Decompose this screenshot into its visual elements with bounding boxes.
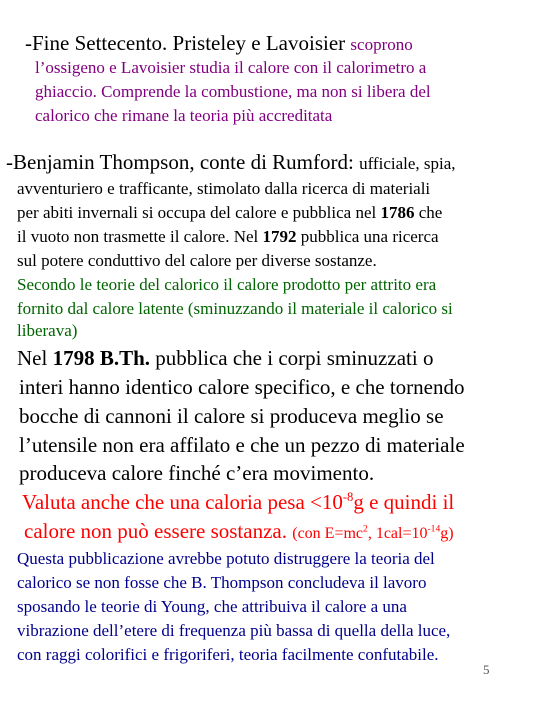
p5-formula-a: (con E=mc bbox=[292, 525, 364, 542]
p6-line5: con raggi colorifici e frigoriferi, teoria facilmente confutabile. bbox=[17, 645, 439, 664]
p1-line4: calorico che rimane la teoria più accreditata bbox=[35, 106, 333, 125]
p5-formula-c: g) bbox=[440, 525, 454, 542]
p1-lead: -Fine Settecento. Pristeley e Lavoisier bbox=[25, 31, 346, 55]
p5-line1 bbox=[22, 492, 454, 513]
p2-year-1786: 1786 bbox=[380, 203, 415, 222]
p2-line2: avventuriero e trafficante, stimolato dalla ricerca di materiali bbox=[17, 179, 431, 198]
p4-line1-b: pubblica che i corpi sminuzzati o bbox=[150, 346, 434, 370]
p2-line1 bbox=[6, 152, 456, 173]
p3-line3: liberava) bbox=[17, 321, 78, 340]
p2-line4 bbox=[17, 228, 439, 245]
p5-line2 bbox=[24, 521, 454, 542]
p1-line1-tail: scoprono bbox=[350, 35, 413, 54]
p6-line1: Questa pubblicazione avrebbe potuto distruggere la teoria del bbox=[17, 549, 435, 568]
p2-line5: sul potere conduttivo del calore per diverse sostanze. bbox=[17, 251, 377, 270]
p2-line4-b: pubblica una ricerca bbox=[296, 227, 439, 246]
p5-formula-exp1: 2 bbox=[363, 523, 368, 535]
p3-line2: fornito dal calore latente (sminuzzando il materiale il calorico si bbox=[17, 299, 453, 318]
p5-formula bbox=[292, 525, 453, 542]
p2-line3-a: per abiti invernali si occupa del calore e pubblica nel bbox=[17, 203, 381, 222]
p6-line2: calorico se non fosse che B. Thompson concludeva il lavoro bbox=[17, 573, 427, 592]
p4-line5: produceva calore finché c’era movimento. bbox=[19, 461, 375, 485]
p6-line3: sposando le teorie di Young, che attribuiva il calore a una bbox=[17, 597, 407, 616]
p5-formula-exp2: -14 bbox=[427, 523, 441, 535]
p2-line3-b: che bbox=[414, 203, 443, 222]
p3-line1: Secondo le teorie del calorico il calore prodotto per attrito era bbox=[17, 275, 437, 294]
p4-line4: l’utensile non era affilato e che un pezzo di materiale bbox=[19, 433, 465, 457]
p5-line1-b: g e quindi il bbox=[353, 490, 455, 514]
p2-lead: -Benjamin Thompson, conte di Rumford: bbox=[6, 150, 354, 174]
p1-line2: l’ossigeno e Lavoisier studia il calore con il calorimetro a bbox=[35, 58, 427, 77]
p4-line1-a: Nel bbox=[17, 346, 53, 370]
page-number: 5 bbox=[483, 662, 490, 677]
p1-line1 bbox=[25, 33, 413, 54]
p2-year-1792: 1792 bbox=[262, 227, 297, 246]
p5-line1-exponent: -8 bbox=[342, 490, 354, 504]
p1-line3: ghiaccio. Comprende la combustione, ma non si libera del bbox=[35, 82, 431, 101]
p2-line3 bbox=[17, 204, 442, 221]
p4-year-1798: 1798 B.Th. bbox=[52, 346, 151, 370]
p5-formula-b: , 1cal=10 bbox=[367, 525, 428, 542]
p2-line4-a: il vuoto non trasmette il calore. Nel bbox=[17, 227, 263, 246]
p6-line4: vibrazione dell’etere di frequenza più bassa di quella della luce, bbox=[17, 621, 451, 640]
p2-line1-tail: ufficiale, spia, bbox=[359, 154, 456, 173]
p4-line3: bocche di cannoni il calore si produceva meglio se bbox=[19, 404, 444, 428]
p4-line1 bbox=[17, 348, 433, 369]
p4-line2: interi hanno identico calore specifico, e che tornendo bbox=[19, 375, 465, 399]
p5-line2-a: calore non può essere sostanza. bbox=[24, 519, 287, 543]
p5-line1-a: Valuta anche che una caloria pesa <10 bbox=[22, 490, 343, 514]
